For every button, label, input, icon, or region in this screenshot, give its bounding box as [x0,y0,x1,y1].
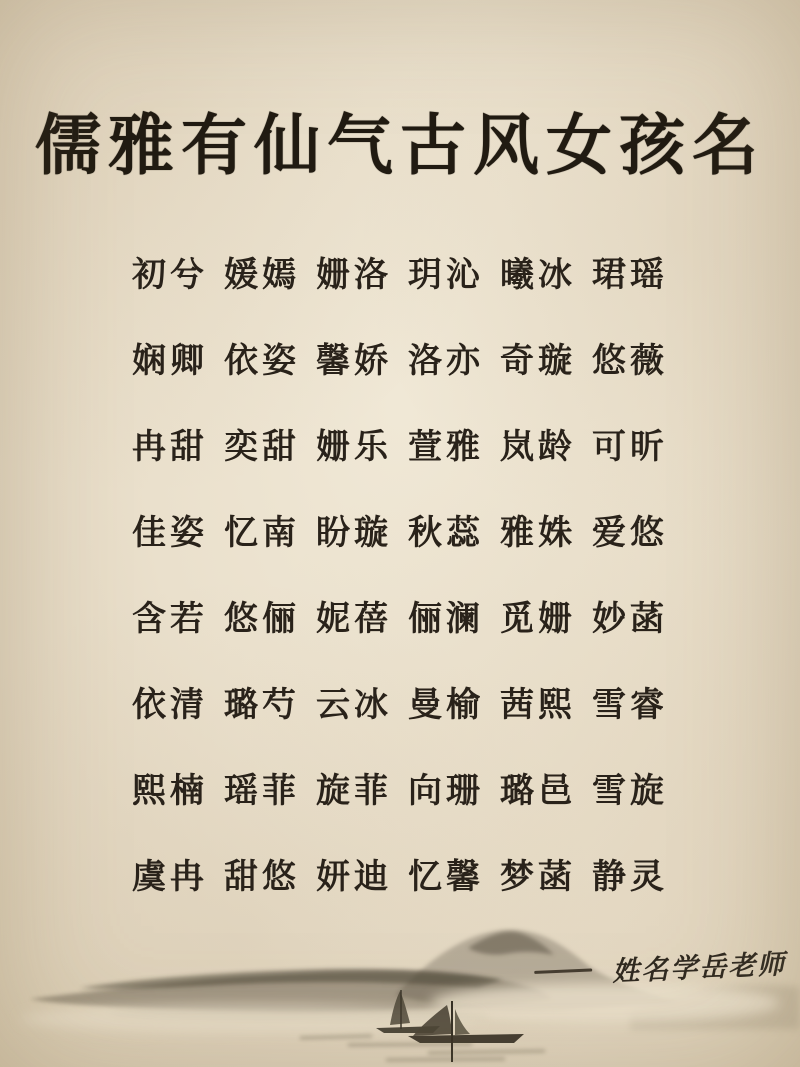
name-item: 梦菡 [500,858,576,896]
name-item: 姗乐 [316,428,392,466]
name-item: 向珊 [408,772,484,810]
signature-dash [534,968,592,974]
name-item: 初兮 [132,256,208,294]
name-item: 岚龄 [500,428,576,466]
name-item: 觅姗 [500,600,576,638]
name-item: 媛嫣 [224,256,300,294]
name-row [132,658,668,744]
name-item: 忆馨 [408,858,484,896]
name-item: 娴卿 [132,342,208,380]
name-item: 奇璇 [500,342,576,380]
name-item: 虞冉 [132,858,208,896]
name-item: 依清 [132,686,208,724]
name-item: 秋蕊 [408,514,484,552]
signature-label: 姓名学岳老师 [611,949,787,987]
name-item: 雅姝 [500,514,576,552]
name-item: 雪旋 [592,772,668,810]
name-row [132,572,668,658]
name-row [132,830,668,916]
name-item: 忆南 [224,514,300,552]
name-item: 依姿 [224,342,300,380]
page-title: 儒雅有仙气古风女孩名 [35,110,765,183]
name-item: 萱雅 [408,428,484,466]
name-row [132,314,668,400]
name-item: 佳姿 [132,514,208,552]
name-item: 妮蓓 [316,600,392,638]
name-item: 盼璇 [316,514,392,552]
name-item: 奕甜 [224,428,300,466]
name-item: 曼榆 [408,686,484,724]
name-item: 瑶菲 [224,772,300,810]
ink-landscape-illustration [0,917,800,1067]
name-item: 甜悠 [224,858,300,896]
name-item: 雪睿 [592,686,668,724]
name-item: 珺瑶 [592,256,668,294]
name-item: 冉甜 [132,428,208,466]
name-item: 璐邑 [500,772,576,810]
name-item: 悠俪 [224,600,300,638]
name-item: 妍迪 [316,858,392,896]
name-item: 可昕 [592,428,668,466]
name-row [132,400,668,486]
name-item: 爱悠 [592,514,668,552]
name-row [132,744,668,830]
name-item: 云冰 [316,686,392,724]
name-row [132,228,668,314]
names-grid [0,228,800,916]
name-item: 熙楠 [132,772,208,810]
name-item: 旋菲 [316,772,392,810]
name-item: 悠薇 [592,342,668,380]
name-item: 静灵 [592,858,668,896]
name-item: 姗洛 [316,256,392,294]
name-item: 洛亦 [408,342,484,380]
name-item: 璐芍 [224,686,300,724]
name-item: 茜熙 [500,686,576,724]
name-item: 曦冰 [500,256,576,294]
name-item: 玥沁 [408,256,484,294]
name-item: 馨娇 [316,342,392,380]
name-item: 俪澜 [408,600,484,638]
name-row [132,486,668,572]
name-item: 妙菡 [592,600,668,638]
name-item: 含若 [132,600,208,638]
